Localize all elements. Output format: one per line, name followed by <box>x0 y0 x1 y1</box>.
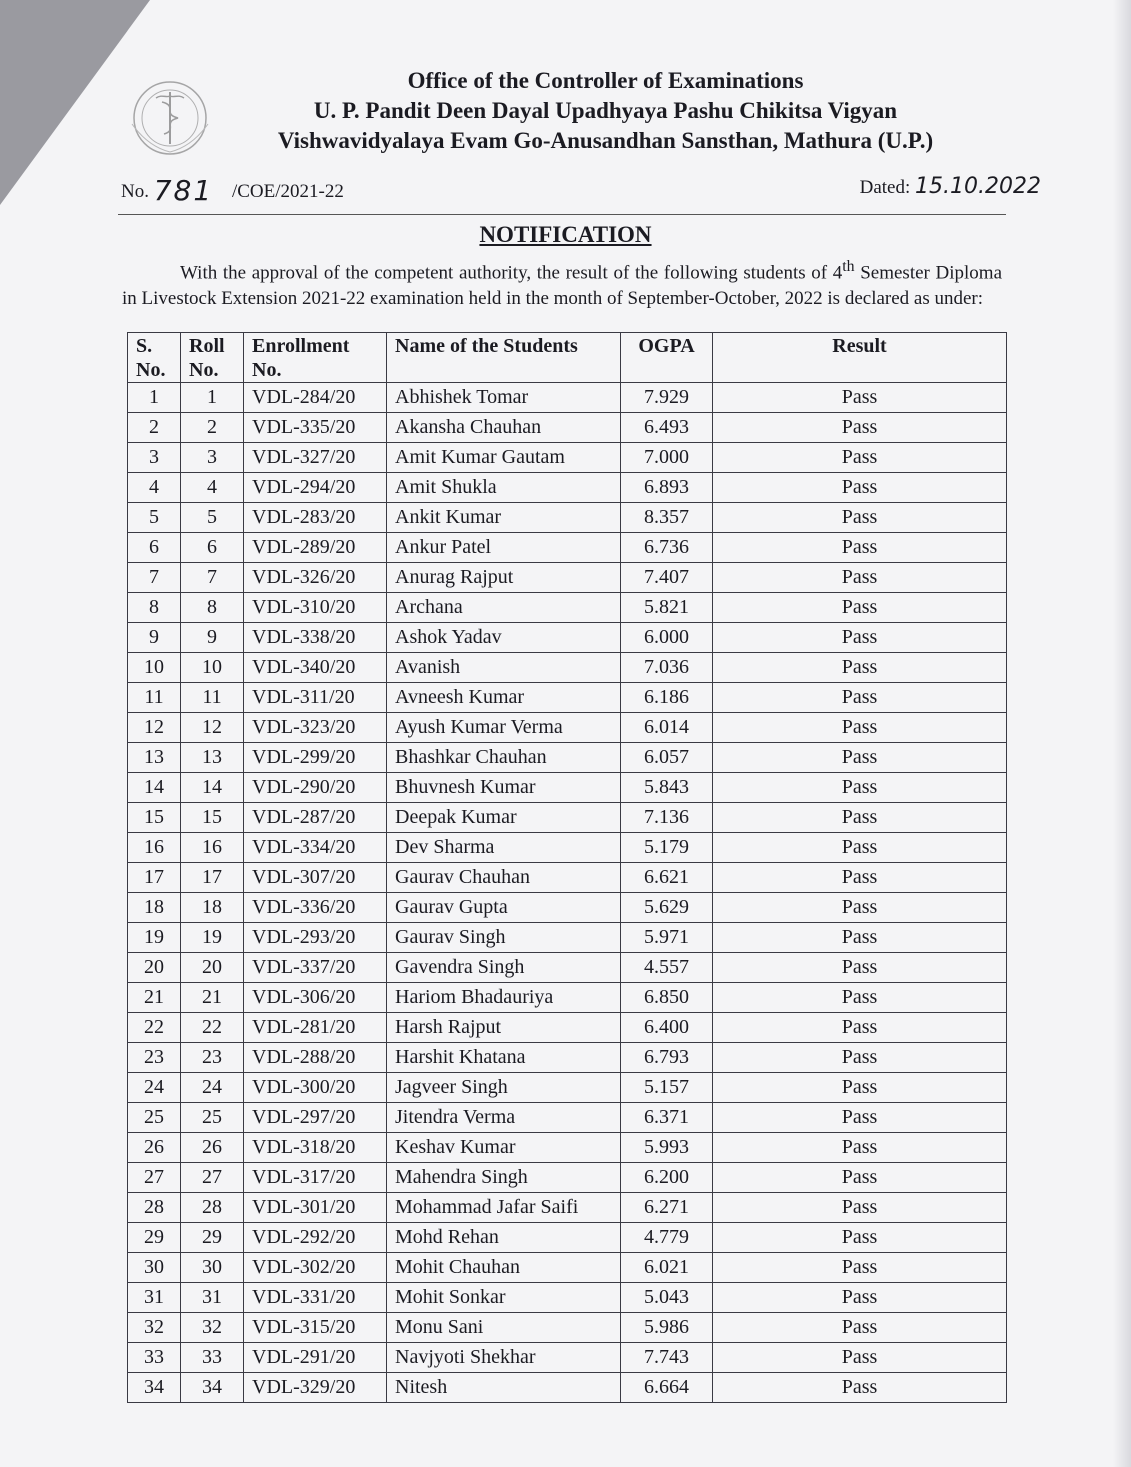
cell-result: Pass <box>713 1073 1007 1103</box>
cell-result: Pass <box>713 593 1007 623</box>
cell-ogpa: 6.400 <box>621 1013 713 1043</box>
cell-roll: 27 <box>181 1163 244 1193</box>
cell-roll: 23 <box>181 1043 244 1073</box>
cell-result: Pass <box>713 743 1007 773</box>
reference-no-label: No. <box>121 181 149 202</box>
cell-result: Pass <box>713 713 1007 743</box>
table-row <box>128 803 1007 833</box>
cell-sn: 34 <box>128 1373 181 1403</box>
cell-roll: 30 <box>181 1253 244 1283</box>
cell-ogpa: 4.557 <box>621 953 713 983</box>
cell-sn: 6 <box>128 533 181 563</box>
cell-enrollment: VDL-323/20 <box>244 713 387 743</box>
cell-ogpa: 6.186 <box>621 683 713 713</box>
date-value: 15.10.2022 <box>915 174 1041 199</box>
cell-result: Pass <box>713 1163 1007 1193</box>
cell-enrollment: VDL-290/20 <box>244 773 387 803</box>
cell-enrollment: VDL-311/20 <box>244 683 387 713</box>
table-row <box>128 383 1007 413</box>
table-row <box>128 623 1007 653</box>
cell-name: Amit Shukla <box>387 473 621 503</box>
cell-enrollment: VDL-297/20 <box>244 1103 387 1133</box>
cell-name: Ankur Patel <box>387 533 621 563</box>
reference-no-value: 781 <box>153 174 214 207</box>
cell-result: Pass <box>713 473 1007 503</box>
table-header-row <box>128 333 1007 383</box>
table-row <box>128 503 1007 533</box>
cell-enrollment: VDL-318/20 <box>244 1133 387 1163</box>
cell-enrollment: VDL-292/20 <box>244 1223 387 1253</box>
cell-result: Pass <box>713 413 1007 443</box>
cell-sn: 5 <box>128 503 181 533</box>
cell-roll: 2 <box>181 413 244 443</box>
cell-result: Pass <box>713 683 1007 713</box>
cell-result: Pass <box>713 1013 1007 1043</box>
cell-roll: 28 <box>181 1193 244 1223</box>
cell-ogpa: 5.629 <box>621 893 713 923</box>
cell-enrollment: VDL-281/20 <box>244 1013 387 1043</box>
intro-text-2: Semester Diploma in Livestock Extension 2021-22 examination held in the month of September-October, 2022 is declared as under: <box>122 262 1002 310</box>
table-row <box>128 443 1007 473</box>
header-name: Name of the Students <box>387 333 621 383</box>
cell-ogpa: 6.793 <box>621 1043 713 1073</box>
cell-name: Ayush Kumar Verma <box>387 713 621 743</box>
table-row <box>128 983 1007 1013</box>
cell-result: Pass <box>713 833 1007 863</box>
cell-roll: 17 <box>181 863 244 893</box>
cell-ogpa: 6.057 <box>621 743 713 773</box>
cell-sn: 27 <box>128 1163 181 1193</box>
cell-roll: 8 <box>181 593 244 623</box>
cell-roll: 20 <box>181 953 244 983</box>
cell-sn: 22 <box>128 1013 181 1043</box>
cell-name: Avanish <box>387 653 621 683</box>
table-row <box>128 1313 1007 1343</box>
cell-name: Archana <box>387 593 621 623</box>
cell-enrollment: VDL-335/20 <box>244 413 387 443</box>
dated <box>860 174 1041 199</box>
table-row <box>128 653 1007 683</box>
cell-enrollment: VDL-338/20 <box>244 623 387 653</box>
cell-sn: 4 <box>128 473 181 503</box>
cell-sn: 29 <box>128 1223 181 1253</box>
header-divider <box>118 214 1006 215</box>
cell-name: Jagveer Singh <box>387 1073 621 1103</box>
cell-roll: 34 <box>181 1373 244 1403</box>
table-row <box>128 533 1007 563</box>
cell-enrollment: VDL-317/20 <box>244 1163 387 1193</box>
cell-roll: 16 <box>181 833 244 863</box>
cell-ogpa: 7.136 <box>621 803 713 833</box>
cell-enrollment: VDL-315/20 <box>244 1313 387 1343</box>
cell-sn: 23 <box>128 1043 181 1073</box>
cell-enrollment: VDL-289/20 <box>244 533 387 563</box>
cell-result: Pass <box>713 653 1007 683</box>
cell-result: Pass <box>713 773 1007 803</box>
page-edge-shadow <box>1113 0 1131 1467</box>
cell-ogpa: 8.357 <box>621 503 713 533</box>
table-row <box>128 1043 1007 1073</box>
cell-name: Amit Kumar Gautam <box>387 443 621 473</box>
table-row <box>128 563 1007 593</box>
cell-roll: 11 <box>181 683 244 713</box>
cell-name: Gaurav Gupta <box>387 893 621 923</box>
cell-result: Pass <box>713 1253 1007 1283</box>
cell-roll: 7 <box>181 563 244 593</box>
cell-name: Monu Sani <box>387 1313 621 1343</box>
cell-ogpa: 7.929 <box>621 383 713 413</box>
cell-enrollment: VDL-336/20 <box>244 893 387 923</box>
cell-ogpa: 5.157 <box>621 1073 713 1103</box>
cell-enrollment: VDL-337/20 <box>244 953 387 983</box>
cell-result: Pass <box>713 1133 1007 1163</box>
cell-sn: 19 <box>128 923 181 953</box>
cell-enrollment: VDL-306/20 <box>244 983 387 1013</box>
cell-roll: 18 <box>181 893 244 923</box>
cell-ogpa: 5.843 <box>621 773 713 803</box>
table-row <box>128 743 1007 773</box>
cell-roll: 5 <box>181 503 244 533</box>
cell-enrollment: VDL-327/20 <box>244 443 387 473</box>
cell-sn: 21 <box>128 983 181 1013</box>
cell-name: Mohit Sonkar <box>387 1283 621 1313</box>
reference-number <box>121 174 344 207</box>
cell-ogpa: 5.179 <box>621 833 713 863</box>
cell-roll: 10 <box>181 653 244 683</box>
reference-line <box>121 170 1041 210</box>
cell-enrollment: VDL-299/20 <box>244 743 387 773</box>
table-row <box>128 893 1007 923</box>
cell-enrollment: VDL-310/20 <box>244 593 387 623</box>
cell-roll: 14 <box>181 773 244 803</box>
table-row <box>128 1133 1007 1163</box>
cell-result: Pass <box>713 1343 1007 1373</box>
cell-sn: 7 <box>128 563 181 593</box>
cell-result: Pass <box>713 1373 1007 1403</box>
cell-name: Nitesh <box>387 1373 621 1403</box>
university-name-line2: Vishwavidyalaya Evam Go-Anusandhan Sansthan, Mathura (U.P.) <box>277 128 934 153</box>
cell-result: Pass <box>713 1283 1007 1313</box>
intro-sup: th <box>842 258 855 275</box>
cell-enrollment: VDL-301/20 <box>244 1193 387 1223</box>
cell-result: Pass <box>713 443 1007 473</box>
cell-roll: 25 <box>181 1103 244 1133</box>
header-sn: S. No. <box>128 333 181 383</box>
cell-enrollment: VDL-331/20 <box>244 1283 387 1313</box>
cell-enrollment: VDL-334/20 <box>244 833 387 863</box>
cell-roll: 21 <box>181 983 244 1013</box>
cell-sn: 28 <box>128 1193 181 1223</box>
cell-sn: 25 <box>128 1103 181 1133</box>
cell-result: Pass <box>713 1043 1007 1073</box>
cell-sn: 18 <box>128 893 181 923</box>
table-row <box>128 1073 1007 1103</box>
cell-name: Deepak Kumar <box>387 803 621 833</box>
cell-result: Pass <box>713 923 1007 953</box>
cell-ogpa: 6.664 <box>621 1373 713 1403</box>
cell-ogpa: 6.850 <box>621 983 713 1013</box>
cell-ogpa: 6.371 <box>621 1103 713 1133</box>
cell-ogpa: 6.021 <box>621 1253 713 1283</box>
cell-sn: 8 <box>128 593 181 623</box>
date-label: Dated: <box>859 177 911 198</box>
table-row <box>128 773 1007 803</box>
cell-name: Mohd Rehan <box>387 1223 621 1253</box>
intro-text-1: With the approval of the competent authority, the result of the following students of 4 <box>180 262 843 284</box>
cell-enrollment: VDL-326/20 <box>244 563 387 593</box>
cell-ogpa: 5.043 <box>621 1283 713 1313</box>
cell-ogpa: 6.014 <box>621 713 713 743</box>
university-name-line1: U. P. Pandit Deen Dayal Upadhyaya Pashu Chikitsa Vigyan <box>313 98 898 123</box>
cell-roll: 24 <box>181 1073 244 1103</box>
cell-name: Gaurav Singh <box>387 923 621 953</box>
header-roll: Roll No. <box>181 333 244 383</box>
cell-enrollment: VDL-283/20 <box>244 503 387 533</box>
table-row <box>128 473 1007 503</box>
cell-result: Pass <box>713 1313 1007 1343</box>
cell-name: Mohit Chauhan <box>387 1253 621 1283</box>
cell-sn: 26 <box>128 1133 181 1163</box>
cell-result: Pass <box>713 803 1007 833</box>
cell-ogpa: 7.407 <box>621 563 713 593</box>
table-row <box>128 1193 1007 1223</box>
cell-sn: 24 <box>128 1073 181 1103</box>
cell-ogpa: 7.000 <box>621 443 713 473</box>
cell-sn: 33 <box>128 1343 181 1373</box>
table-row <box>128 833 1007 863</box>
cell-roll: 33 <box>181 1343 244 1373</box>
office-title: Office of the Controller of Examinations <box>407 68 804 93</box>
table-row <box>128 923 1007 953</box>
header-result: Result <box>713 333 1007 383</box>
cell-roll: 31 <box>181 1283 244 1313</box>
cell-result: Pass <box>713 983 1007 1013</box>
cell-roll: 32 <box>181 1313 244 1343</box>
result-table <box>127 332 1007 1403</box>
cell-sn: 20 <box>128 953 181 983</box>
cell-sn: 13 <box>128 743 181 773</box>
cell-sn: 16 <box>128 833 181 863</box>
cell-ogpa: 4.779 <box>621 1223 713 1253</box>
cell-enrollment: VDL-329/20 <box>244 1373 387 1403</box>
cell-name: Hariom Bhadauriya <box>387 983 621 1013</box>
table-row <box>128 1223 1007 1253</box>
cell-name: Mahendra Singh <box>387 1163 621 1193</box>
cell-enrollment: VDL-284/20 <box>244 383 387 413</box>
cell-roll: 3 <box>181 443 244 473</box>
header-ogpa: OGPA <box>621 333 713 383</box>
cell-ogpa: 5.993 <box>621 1133 713 1163</box>
cell-result: Pass <box>713 503 1007 533</box>
cell-name: Anurag Rajput <box>387 563 621 593</box>
cell-name: Dev Sharma <box>387 833 621 863</box>
cell-enrollment: VDL-300/20 <box>244 1073 387 1103</box>
cell-ogpa: 6.736 <box>621 533 713 563</box>
cell-name: Gavendra Singh <box>387 953 621 983</box>
cell-ogpa: 7.743 <box>621 1343 713 1373</box>
cell-sn: 10 <box>128 653 181 683</box>
cell-ogpa: 6.893 <box>621 473 713 503</box>
intro-paragraph <box>122 254 1002 312</box>
cell-roll: 4 <box>181 473 244 503</box>
cell-sn: 14 <box>128 773 181 803</box>
cell-result: Pass <box>713 1223 1007 1253</box>
table-row <box>128 1343 1007 1373</box>
cell-name: Harshit Khatana <box>387 1043 621 1073</box>
reference-code: /COE/2021-22 <box>231 181 344 202</box>
cell-roll: 15 <box>181 803 244 833</box>
cell-name: Harsh Rajput <box>387 1013 621 1043</box>
cell-enrollment: VDL-294/20 <box>244 473 387 503</box>
cell-roll: 19 <box>181 923 244 953</box>
cell-name: Gaurav Chauhan <box>387 863 621 893</box>
cell-roll: 9 <box>181 623 244 653</box>
cell-sn: 17 <box>128 863 181 893</box>
cell-ogpa: 6.621 <box>621 863 713 893</box>
cell-sn: 31 <box>128 1283 181 1313</box>
cell-roll: 12 <box>181 713 244 743</box>
cell-name: Keshav Kumar <box>387 1133 621 1163</box>
table-row <box>128 713 1007 743</box>
cell-sn: 15 <box>128 803 181 833</box>
notification-title: NOTIFICATION <box>479 222 652 247</box>
cell-roll: 26 <box>181 1133 244 1163</box>
cell-result: Pass <box>713 953 1007 983</box>
cell-name: Navjyoti Shekhar <box>387 1343 621 1373</box>
cell-sn: 3 <box>128 443 181 473</box>
cell-ogpa: 6.271 <box>621 1193 713 1223</box>
table-row <box>128 1013 1007 1043</box>
cell-name: Abhishek Tomar <box>387 383 621 413</box>
cell-name: Mohammad Jafar Saifi <box>387 1193 621 1223</box>
cell-result: Pass <box>713 383 1007 413</box>
cell-enrollment: VDL-291/20 <box>244 1343 387 1373</box>
cell-enrollment: VDL-307/20 <box>244 863 387 893</box>
cell-result: Pass <box>713 533 1007 563</box>
table-row <box>128 863 1007 893</box>
cell-sn: 11 <box>128 683 181 713</box>
cell-name: Akansha Chauhan <box>387 413 621 443</box>
cell-sn: 2 <box>128 413 181 443</box>
cell-name: Jitendra Verma <box>387 1103 621 1133</box>
cell-ogpa: 5.971 <box>621 923 713 953</box>
table-row <box>128 593 1007 623</box>
cell-result: Pass <box>713 563 1007 593</box>
table-row <box>128 1103 1007 1133</box>
table-row <box>128 1373 1007 1403</box>
cell-result: Pass <box>713 893 1007 923</box>
cell-name: Bhuvnesh Kumar <box>387 773 621 803</box>
cell-ogpa: 5.986 <box>621 1313 713 1343</box>
header-enrollment: Enrollment No. <box>244 333 387 383</box>
table-row <box>128 683 1007 713</box>
cell-sn: 12 <box>128 713 181 743</box>
table-row <box>128 1283 1007 1313</box>
cell-roll: 29 <box>181 1223 244 1253</box>
cell-sn: 32 <box>128 1313 181 1343</box>
cell-result: Pass <box>713 1193 1007 1223</box>
cell-enrollment: VDL-287/20 <box>244 803 387 833</box>
cell-sn: 1 <box>128 383 181 413</box>
cell-roll: 1 <box>181 383 244 413</box>
cell-ogpa: 6.200 <box>621 1163 713 1193</box>
cell-enrollment: VDL-302/20 <box>244 1253 387 1283</box>
cell-ogpa: 7.036 <box>621 653 713 683</box>
cell-roll: 13 <box>181 743 244 773</box>
cell-ogpa: 6.493 <box>621 413 713 443</box>
table-body <box>128 383 1007 1403</box>
cell-ogpa: 5.821 <box>621 593 713 623</box>
cell-result: Pass <box>713 1103 1007 1133</box>
table-row <box>128 413 1007 443</box>
table-row <box>128 953 1007 983</box>
cell-enrollment: VDL-293/20 <box>244 923 387 953</box>
cell-sn: 30 <box>128 1253 181 1283</box>
table-row <box>128 1163 1007 1193</box>
cell-sn: 9 <box>128 623 181 653</box>
cell-roll: 6 <box>181 533 244 563</box>
table-row <box>128 1253 1007 1283</box>
cell-result: Pass <box>713 863 1007 893</box>
cell-enrollment: VDL-288/20 <box>244 1043 387 1073</box>
cell-enrollment: VDL-340/20 <box>244 653 387 683</box>
cell-result: Pass <box>713 623 1007 653</box>
cell-ogpa: 6.000 <box>621 623 713 653</box>
cell-name: Avneesh Kumar <box>387 683 621 713</box>
cell-roll: 22 <box>181 1013 244 1043</box>
cell-name: Bhashkar Chauhan <box>387 743 621 773</box>
cell-name: Ashok Yadav <box>387 623 621 653</box>
cell-name: Ankit Kumar <box>387 503 621 533</box>
